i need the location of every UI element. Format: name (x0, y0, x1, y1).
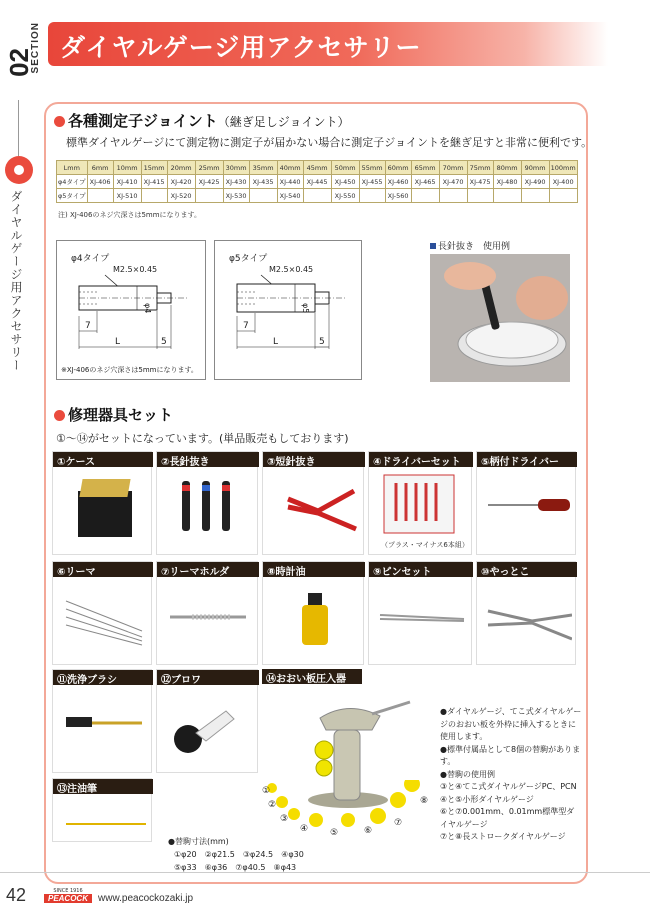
tool-image (268, 471, 360, 551)
table-cell (303, 189, 331, 203)
diagram-phi5 (214, 240, 362, 380)
table-cell: 30mm (223, 161, 249, 175)
table-cell: 60mm (385, 161, 411, 175)
diagram-phi4 (56, 240, 206, 380)
tool-label: ⑨ピンセット (369, 562, 473, 577)
diagram-phi5-dim5: 5 (319, 337, 325, 347)
bullet-dot-icon (54, 410, 65, 421)
tool-label: ④ドライバーセット (369, 452, 473, 467)
tool-cell (368, 561, 472, 665)
press-bullet: ③と④てこ式ダイヤルゲージPC、PCN (440, 782, 577, 791)
piece-number: ⑦ (394, 818, 403, 828)
table-cell: XJ-460 (385, 175, 411, 189)
table-cell (359, 189, 385, 203)
piece-number: ⑧ (420, 796, 429, 806)
repair-heading (54, 404, 173, 425)
table-cell (87, 189, 113, 203)
table-cell: 10mm (113, 161, 141, 175)
press-description (440, 706, 582, 844)
press-bullet: ④と⑤小形ダイヤルゲージ (440, 794, 534, 804)
footer-divider (0, 872, 650, 873)
tool-cell (52, 561, 152, 665)
joint-intro: 標準ダイヤルゲージにて測定物に測定子が届かない場合に測定子ジョイントを継ぎ足すと非常に便利です。 (66, 136, 593, 149)
tool-image (58, 471, 148, 551)
table-cell: XJ-490 (521, 175, 549, 189)
table-cell: XJ-415 (141, 175, 167, 189)
diagram-phi5-drawing (215, 241, 363, 381)
table-cell: XJ-420 (167, 175, 195, 189)
table-cell: 25mm (195, 161, 223, 175)
tool-cell (262, 561, 364, 665)
tool-image (268, 581, 360, 661)
brand-name: PEACOCK (44, 894, 92, 903)
press-bullet: ● 標準付属品として8個の替駒があります。 (440, 744, 582, 769)
side-divider (18, 100, 19, 156)
table-cell: Lmm (57, 161, 88, 175)
table-cell (195, 189, 223, 203)
table-cell (439, 189, 467, 203)
table-cell: XJ-465 (411, 175, 439, 189)
tool-label: ⑧時計油 (263, 562, 365, 577)
table-cell: 80mm (493, 161, 521, 175)
diagram-phi4-dim5: 5 (161, 337, 167, 347)
table-cell (467, 189, 493, 203)
side-disk-icon (5, 156, 33, 184)
brand-since: SINCE 1916 (53, 888, 83, 894)
press-bullet: ⑥と⑦0.001mm、0.01mm標準型ダイヤルゲージ (440, 807, 575, 829)
table-cell: XJ-480 (493, 175, 521, 189)
joint-heading-text: 各種測定子ジョイント (68, 112, 218, 130)
table-note: 注) XJ-406のネジ穴深さは5mmになります。 (58, 211, 201, 219)
tool-image (162, 471, 254, 551)
table-cell (249, 189, 277, 203)
tool-cell (156, 451, 258, 555)
table-cell: φ4タイプ (57, 175, 88, 189)
tool-label: ⑤柄付ドライバー (477, 452, 577, 467)
table-cell (549, 189, 577, 203)
tool-image (162, 581, 254, 661)
diagram-phi4-thread: M2.5×0.45 (113, 265, 158, 274)
tool-cell (52, 778, 152, 842)
table-cell (493, 189, 521, 203)
table-cell: φ5タイプ (57, 189, 88, 203)
piece-number: ① (262, 786, 271, 796)
table-cell: XJ-520 (167, 189, 195, 203)
diagram-phi4-note: ※XJ-406のネジ穴深さは5mmになります。 (61, 366, 198, 374)
diagram-phi4-dimL: L (115, 337, 121, 347)
tool-label: ⑦リーマホルダ (157, 562, 259, 577)
diagram-phi5-dia: φ5 (301, 303, 310, 314)
table-cell: XJ-475 (467, 175, 493, 189)
piece-number: ⑤ (330, 828, 339, 838)
table-cell: XJ-430 (223, 175, 249, 189)
table-cell: XJ-406 (87, 175, 113, 189)
table-cell: 55mm (359, 161, 385, 175)
tool-cell (262, 451, 364, 555)
section-number: 02 (4, 48, 34, 77)
long-needle-remover-photo (430, 254, 570, 382)
joint-heading-sub: （継ぎ足しジョイント） (217, 115, 350, 129)
table-cell: XJ-440 (277, 175, 303, 189)
side-label: ダイヤルゲージ用アクセサリー (9, 190, 23, 372)
diagram-phi4-type: φ4タイプ (71, 254, 110, 264)
sizes-line-1: ①φ20 ②φ21.5 ③φ24.5 ④φ30 (174, 850, 304, 859)
table-cell: 20mm (167, 161, 195, 175)
table-cell: XJ-455 (359, 175, 385, 189)
press-bullet: ⑦と⑧長ストロークダイヤルゲージ (440, 832, 566, 841)
tool-image (482, 471, 572, 551)
tool-cell (476, 451, 576, 555)
diagram-phi4-dia: φ4 (143, 303, 152, 314)
table-cell (521, 189, 549, 203)
table-cell: 90mm (521, 161, 549, 175)
repair-intro: ①～⑭がセットになっています。(単品販売もしております) (56, 432, 349, 445)
tool-image (58, 798, 148, 838)
adapter-sizes (168, 835, 304, 874)
tool-cell (156, 669, 258, 773)
page-title: ダイヤルゲージ用アクセサリー (60, 33, 422, 62)
tool-label: ⑥リーマ (53, 562, 153, 577)
table-cell: 15mm (141, 161, 167, 175)
page-title-bar (48, 22, 608, 66)
tool-cell (476, 561, 576, 665)
table-row (57, 189, 578, 203)
table-cell: XJ-540 (277, 189, 303, 203)
piece-number: ③ (280, 814, 289, 824)
tool-label: ⑫ブロワ (157, 670, 259, 685)
diagram-phi5-dimL: L (273, 337, 279, 347)
table-cell: XJ-550 (331, 189, 359, 203)
tool-image (374, 581, 468, 661)
table-cell: 75mm (467, 161, 493, 175)
sizes-line-2: ⑤φ33 ⑥φ36 ⑦φ40.5 ⑧φ43 (174, 863, 297, 872)
table-cell: 45mm (303, 161, 331, 175)
tool-label: ⑭おおい板圧入器 (262, 669, 362, 684)
tool-label: ⑩やっとこ (477, 562, 577, 577)
table-cell (411, 189, 439, 203)
sizes-title: ●替駒寸法(mm) (168, 837, 229, 846)
bullet-dot-icon (54, 116, 65, 127)
table-cell: XJ-530 (223, 189, 249, 203)
table-cell: 50mm (331, 161, 359, 175)
tool-cell (52, 669, 152, 773)
table-cell: XJ-450 (331, 175, 359, 189)
repair-heading-text: 修理器具セット (68, 406, 174, 424)
press-bullet: ● 替駒の使用例 (440, 769, 582, 782)
diagram-phi5-type: φ5タイプ (229, 254, 268, 264)
page-number: 42 (6, 885, 27, 905)
tool-label: ②長針抜き (157, 452, 259, 467)
diagram-phi4-drawing (57, 241, 207, 381)
press-bullet: ● ダイヤルゲージ、てこ式ダイヤルゲージのおおい板を外枠に挿入するときに使用します。 (440, 706, 582, 744)
footer-url[interactable]: www.peacockozaki.jp (98, 893, 194, 904)
table-cell: XJ-410 (113, 175, 141, 189)
photo-caption: 長針抜き 使用例 (430, 239, 510, 252)
brand-logo (44, 888, 92, 908)
table-cell: 100mm (549, 161, 577, 175)
table-header-row (57, 161, 578, 175)
tool-cell (52, 451, 152, 555)
table-cell: XJ-510 (113, 189, 141, 203)
tool-cell (156, 561, 258, 665)
table-cell: 35mm (249, 161, 277, 175)
tool-label: ⑪洗浄ブラシ (53, 670, 153, 685)
tool-label: ③短針抜き (263, 452, 365, 467)
joint-heading (54, 110, 349, 131)
tool-image (58, 689, 148, 769)
tool-image (482, 581, 572, 661)
table-cell: 70mm (439, 161, 467, 175)
tool-cell (368, 451, 472, 555)
piece-number: ② (268, 800, 277, 810)
table-cell (141, 189, 167, 203)
table-cell: 40mm (277, 161, 303, 175)
table-cell: 6mm (87, 161, 113, 175)
table-cell: XJ-425 (195, 175, 223, 189)
tool-image (58, 581, 148, 661)
tool-caption: （プラス・マイナス6本組） (381, 541, 469, 549)
table-cell: XJ-445 (303, 175, 331, 189)
piece-number: ⑥ (364, 826, 373, 836)
table-cell: 65mm (411, 161, 439, 175)
section-word: SECTION (30, 22, 41, 74)
table-cell: XJ-400 (549, 175, 577, 189)
piece-number: ④ (300, 824, 309, 834)
joint-spec-table (56, 160, 578, 203)
table-cell: XJ-560 (385, 189, 411, 203)
tool-label: ⑬注油筆 (53, 779, 153, 794)
tool-image (162, 689, 254, 769)
tool-label: ①ケース (53, 452, 153, 467)
table-cell: XJ-470 (439, 175, 467, 189)
diagram-phi5-dim7: 7 (243, 321, 249, 331)
diagram-phi5-thread: M2.5×0.45 (269, 265, 314, 274)
diagram-phi4-dim7: 7 (85, 321, 91, 331)
tool-image (374, 471, 468, 551)
table-cell: XJ-435 (249, 175, 277, 189)
table-row (57, 175, 578, 189)
